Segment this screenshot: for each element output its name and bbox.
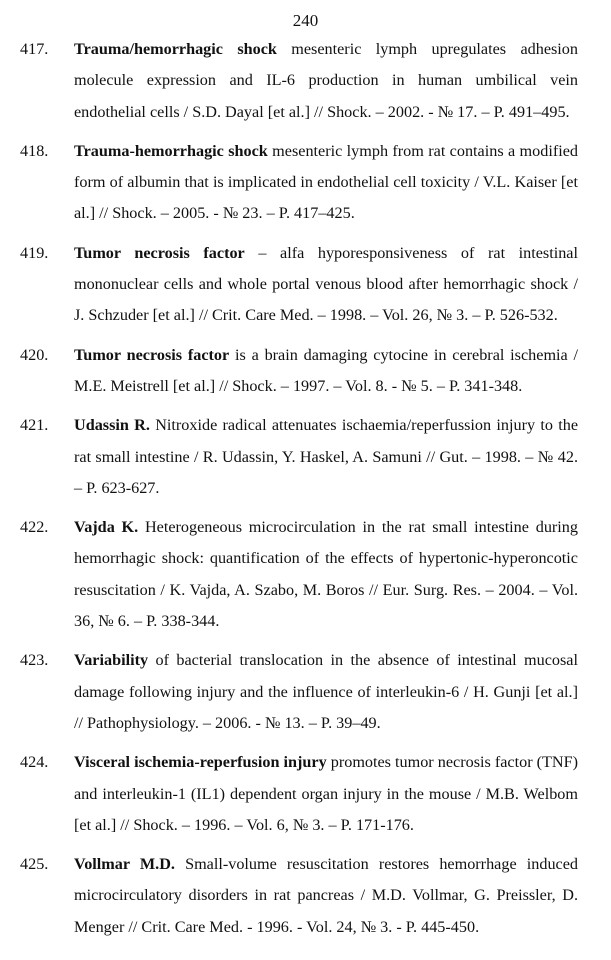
reference-number: 424. (20, 753, 49, 772)
reference-lead: Vajda K. (74, 518, 139, 537)
reference-item (20, 747, 578, 841)
reference-number: 420. (20, 345, 49, 364)
reference-number: 421. (20, 416, 49, 435)
reference-lead: Tumor necrosis factor (74, 345, 230, 364)
reference-number: 423. (20, 651, 49, 670)
reference-item (20, 849, 578, 943)
reference-lead: Variability (74, 651, 149, 670)
reference-item (20, 238, 578, 332)
reference-lead: Trauma/hemorrhagic shock (74, 40, 277, 58)
reference-text: mesenteric lymph upregulates adhesion molecule expression and IL-6 production in human umbilical vein endothelial cells / S.D. Dayal [et al.] // Shock. – 2002. - № 17. – P. 491–495. (74, 40, 578, 121)
reference-item (20, 34, 578, 128)
reference-text: is a brain damaging cytocine in cerebral ischemia / M.E. Meistrell [et al.] // Shock. – 1997. – Vol. 8. - № 5. – P. 341-348. (74, 345, 579, 395)
reference-lead: Visceral ischemia-reperfusion injury (74, 753, 327, 772)
reference-number: 419. (20, 243, 49, 262)
reference-text: – alfa hyporesponsiveness of rat intestinal mononuclear cells and whole portal venous blood after hemorrhagic shock / J. Schzuder [et al.] // Crit. Care Med. – 1998. – Vol. 26, № 3. – P. 526-532. (74, 243, 578, 325)
reference-number: 425. (20, 855, 49, 874)
reference-lead: Trauma-hemorrhagic shock (74, 141, 268, 160)
reference-text: promotes tumor necrosis factor (TNF) and interleukin-1 (IL1) dependent organ injury in the mouse / M.B. Welbom [et al.] // Shock. – 1996. – Vol. 6, № 3. – P. 171-176. (74, 753, 579, 834)
reference-item (20, 512, 578, 637)
page-number: 240 (292, 11, 319, 30)
reference-item (20, 410, 578, 504)
reference-number: 417. (20, 40, 49, 58)
reference-list (20, 34, 578, 951)
reference-lead: Tumor necrosis factor (74, 243, 245, 262)
reference-item (20, 136, 578, 230)
reference-lead: Udassin R. (74, 416, 150, 435)
reference-number: 418. (20, 141, 49, 160)
reference-text: Heterogeneous microcirculation in the rat small intestine during hemorrhagic shock: quantification of the effects of hypertonic-hyperoncotic resuscitation / K. Vajda, A. Szabo, M. Boros // Eur. Surg. Res. – 2004. – Vol. 36, № 6. – P. 338-344. (74, 518, 578, 631)
reference-number: 422. (20, 518, 49, 537)
reference-lead: Vollmar M.D. (74, 855, 175, 874)
reference-text: of bacterial translocation in the absence of intestinal mucosal damage following injury and the influence of interleukin-6 / H. Gunji [et al.] // Pathophysiology. – 2006. - № 13. – P. 39–49. (74, 651, 578, 732)
reference-text: Nitroxide radical attenuates ischaemia/reperfussion injury to the rat small intestine / R. Udassin, Y. Haskel, A. Samuni // Gut. – 1998. – № 42. – P. 623-627. (74, 416, 578, 497)
reference-text: mesenteric lymph from rat contains a modified form of albumin that is implicated in endothelial cell toxicity / V.L. Kaiser [et al.] // Shock. – 2005. - № 23. – P. 417–425. (74, 141, 579, 223)
reference-item (20, 645, 578, 739)
reference-item (20, 340, 578, 403)
reference-text: Small-volume resuscitation restores hemorrhage induced microcirculatory disorders in rat pancreas / M.D. Vollmar, G. Preissler, D. Menger // Crit. Care Med. - 1996. - Vol. 24, № 3. - P. 445-450. (74, 855, 578, 936)
